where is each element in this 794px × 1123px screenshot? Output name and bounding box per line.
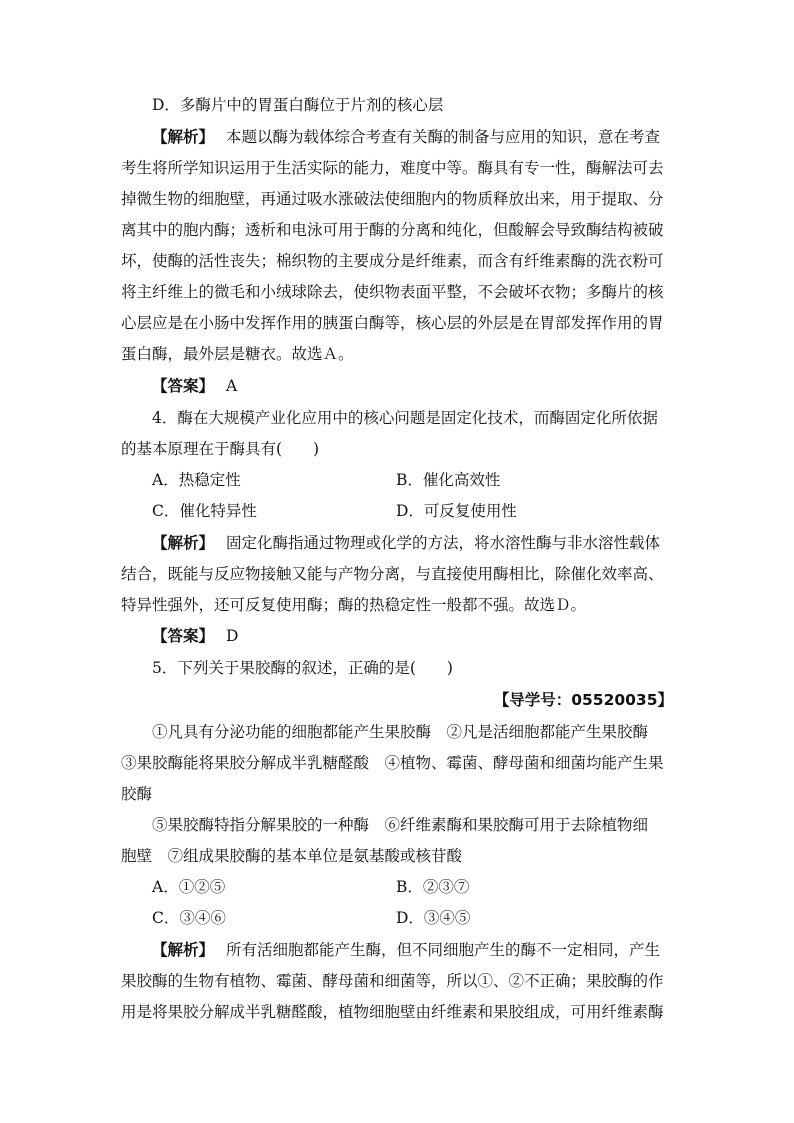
- q5-statement-line-2: ③果胶酶能将果胶分解成半乳糖醛酸 ④植物、霉菌、酵母菌和细菌均能产生果: [121, 754, 664, 772]
- answer-tag: 【答案】: [152, 627, 215, 645]
- q4-analysis-line-3: 特异性强外，还可反复使用酶；酶的热稳定性一般都不强。故选Ｄ。: [121, 596, 587, 614]
- q3-analysis-line-7: 心层应是在小肠中发挥作用的胰蛋白酶等，核心层的外层是在胃部发挥作用的胃: [121, 314, 664, 332]
- q5-option-c: C．③④⑥: [152, 909, 226, 927]
- q4-option-b: B．催化高效性: [396, 471, 501, 489]
- q3-answer: [152, 375, 237, 397]
- q5-statement-line-4: ⑤果胶酶特指分解果胶的一种酶 ⑥纤维素酶和果胶酶可用于去除植物细: [152, 816, 649, 834]
- q4-stem-line-2: 的基本原理在于酶具有( ): [121, 440, 320, 458]
- answer-value: D: [226, 627, 239, 645]
- q5-analysis-line-2: 果胶酶的生物有植物、霉菌、酵母菌和细菌等，所以①、②不正确；果胶酶的作: [121, 972, 664, 990]
- q3-analysis-line-5: 坏，使酶的活性丧失；棉织物的主要成分是纤维素，而含有纤维素酶的洗衣粉可: [121, 252, 664, 270]
- q3-analysis-line-1: [152, 126, 660, 148]
- q4-option-a: A．热稳定性: [152, 471, 241, 489]
- q5-analysis-line-3: 用是将果胶分解成半乳糖醛酸，植物细胞壁由纤维素和果胶组成，可用纤维素酶: [121, 1003, 664, 1021]
- q4-option-c: C．催化特异性: [152, 502, 257, 520]
- q5-statement-line-3: 胶酶: [121, 785, 153, 803]
- q5-statement-line-1: ①凡具有分泌功能的细胞都能产生果胶酶 ②凡是活细胞都能产生果胶酶: [152, 723, 649, 741]
- q5-option-a: A．①②⑤: [152, 878, 226, 896]
- q3-analysis-line-6: 将主纤维上的微毛和小绒球除去，使织物表面平整，不会破坏衣物；多酶片的核: [121, 283, 664, 301]
- q5-analysis-line-1: [152, 939, 660, 961]
- q5-guide-number: 【导学号：05520035】: [493, 691, 673, 709]
- q4-analysis-line-1: [152, 532, 660, 554]
- q3-analysis-line-4: 离其中的胞内酶；透析和电泳可用于酶的分离和纯化，但酸解会导致酶结构被破: [121, 221, 664, 239]
- analysis-text: 本题以酶为载体综合考查有关酶的制备与应用的知识，意在考查: [226, 128, 661, 146]
- analysis-tag: 【解析】: [152, 128, 215, 146]
- q3-analysis-line-3: 掉微生物的细胞壁，再通过吸水涨破法使细胞内的物质释放出来，用于提取、分: [121, 190, 664, 208]
- analysis-tag: 【解析】: [152, 534, 215, 552]
- q4-option-d: D．可反复使用性: [396, 502, 517, 520]
- q3-analysis-line-8: 蛋白酶，最外层是糖衣。故选Ａ。: [121, 345, 354, 363]
- q4-analysis-line-2: 结合，既能与反应物接触又能与产物分离，与直接使用酶相比，除催化效率高、: [121, 565, 664, 583]
- q5-option-b: B．②③⑦: [396, 878, 470, 896]
- q5-statement-line-5: 胞壁 ⑦组成果胶酶的基本单位是氨基酸或核苷酸: [121, 847, 463, 865]
- analysis-text: 固定化酶指通过物理或化学的方法，将水溶性酶与非水溶性载体: [226, 534, 661, 552]
- q5-stem: 5．下列关于果胶酶的叙述，正确的是( ): [152, 659, 453, 677]
- q3-option-d: D．多酶片中的胃蛋白酶位于片剂的核心层: [152, 96, 444, 114]
- analysis-tag: 【解析】: [152, 941, 215, 959]
- q4-stem-line-1: 4．酶在大规模产业化应用中的核心问题是固定化技术，而酶固定化所依据: [152, 409, 658, 427]
- q5-option-d: D．③④⑤: [396, 909, 471, 927]
- q3-analysis-line-2: 考生将所学知识运用于生活实际的能力，难度中等。酶具有专一性，酶解法可去: [121, 159, 664, 177]
- analysis-text: 所有活细胞都能产生酶，但不同细胞产生的酶不一定相同，产生: [226, 941, 661, 959]
- answer-tag: 【答案】: [152, 377, 215, 395]
- answer-value: A: [226, 377, 238, 395]
- q4-answer: [152, 625, 238, 647]
